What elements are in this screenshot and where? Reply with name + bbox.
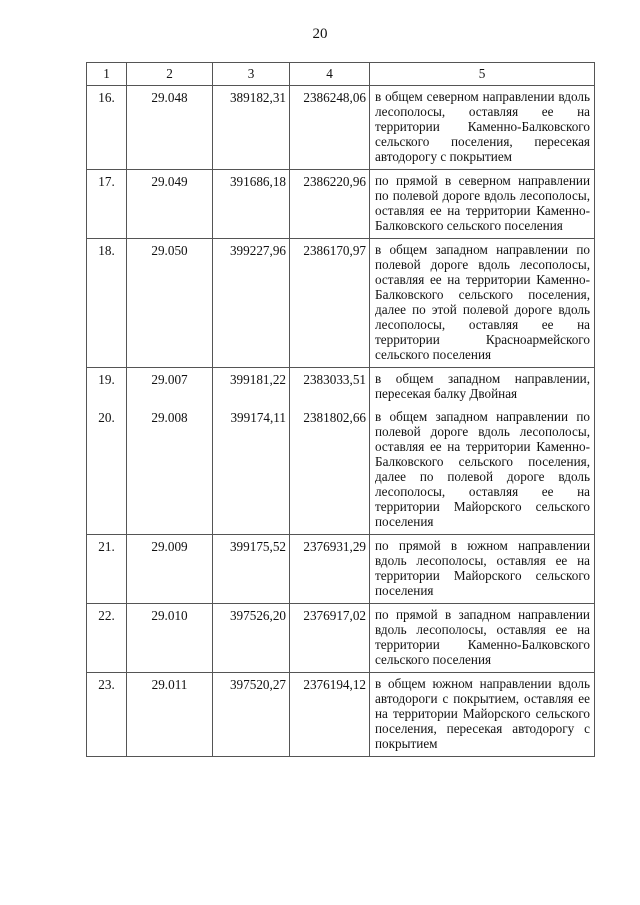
- table-row: [87, 170, 595, 239]
- header-col-5: 5: [370, 63, 595, 86]
- coord-y: 2381802,66: [290, 406, 370, 535]
- point-code: 29.010: [127, 604, 213, 673]
- coord-y: 2386170,97: [290, 239, 370, 368]
- boundary-description: в общем западном направлении по полевой дороге вдоль лесополосы, оставляя ее на территории Каменно-Балковского сельского поселения, далее по полевой дороге вдоль лесополосы, оставляя ее на территории Майорского сельского поселения: [370, 406, 595, 535]
- table-row: [87, 604, 595, 673]
- point-code: 29.050: [127, 239, 213, 368]
- row-number: 18.: [87, 239, 127, 368]
- header-col-3: 3: [213, 63, 290, 86]
- boundary-description: в общем западном направлении по полевой дороге вдоль лесополосы, оставляя ее на территории Каменно-Балковского сельского поселения, далее по этой полевой дороге вдоль лесополосы, оставляя ее на территории Красноармейского сельского поселения: [370, 239, 595, 368]
- coord-x: 391686,18: [213, 170, 290, 239]
- table-row: [87, 86, 595, 170]
- point-code: 29.048: [127, 86, 213, 170]
- row-number: 23.: [87, 673, 127, 757]
- coord-y: 2376917,02: [290, 604, 370, 673]
- boundary-table: [86, 62, 595, 757]
- row-number: 21.: [87, 535, 127, 604]
- boundary-description: в общем западном направлении, пересекая балку Двойная: [370, 368, 595, 407]
- coord-x: 399175,52: [213, 535, 290, 604]
- table-row: [87, 368, 595, 407]
- coord-y: 2376931,29: [290, 535, 370, 604]
- point-code: 29.049: [127, 170, 213, 239]
- coord-x: 399174,11: [213, 406, 290, 535]
- header-col-2: 2: [127, 63, 213, 86]
- boundary-description: по прямой в южном направлении вдоль лесополосы, оставляя ее на территории Майорского сельского поселения: [370, 535, 595, 604]
- row-number: 22.: [87, 604, 127, 673]
- coord-x: 397526,20: [213, 604, 290, 673]
- table-row: [87, 239, 595, 368]
- coord-y: 2386220,96: [290, 170, 370, 239]
- coord-x: 399227,96: [213, 239, 290, 368]
- point-code: 29.011: [127, 673, 213, 757]
- row-number: 17.: [87, 170, 127, 239]
- boundary-description: в общем южном направлении вдоль автодороги с покрытием, оставляя ее на территории Майорского сельского поселения, пересекая автодорогу с покрытием: [370, 673, 595, 757]
- table-row: [87, 535, 595, 604]
- table-row: [87, 673, 595, 757]
- point-code: 29.007: [127, 368, 213, 407]
- coord-y: 2386248,06: [290, 86, 370, 170]
- header-col-4: 4: [290, 63, 370, 86]
- row-number: 19.: [87, 368, 127, 407]
- table-row: [87, 406, 595, 535]
- boundary-description: в общем северном направлении вдоль лесополосы, оставляя ее на территории Каменно-Балковского сельского поселения, пересекая автодорогу с покрытием: [370, 86, 595, 170]
- header-col-1: 1: [87, 63, 127, 86]
- page-number: 20: [312, 26, 328, 42]
- row-number: 16.: [87, 86, 127, 170]
- table-header-row: [87, 63, 595, 86]
- coord-x: 397520,27: [213, 673, 290, 757]
- coord-y: 2383033,51: [290, 368, 370, 407]
- boundary-description: по прямой в северном направлении по полевой дороге вдоль лесополосы, оставляя ее на территории Каменно-Балковского сельского поселения: [370, 170, 595, 239]
- row-number: 20.: [87, 406, 127, 535]
- coord-x: 389182,31: [213, 86, 290, 170]
- point-code: 29.009: [127, 535, 213, 604]
- coord-y: 2376194,12: [290, 673, 370, 757]
- coord-x: 399181,22: [213, 368, 290, 407]
- point-code: 29.008: [127, 406, 213, 535]
- boundary-description: по прямой в западном направлении вдоль лесополосы, оставляя ее на территории Каменно-Балковского сельского поселения: [370, 604, 595, 673]
